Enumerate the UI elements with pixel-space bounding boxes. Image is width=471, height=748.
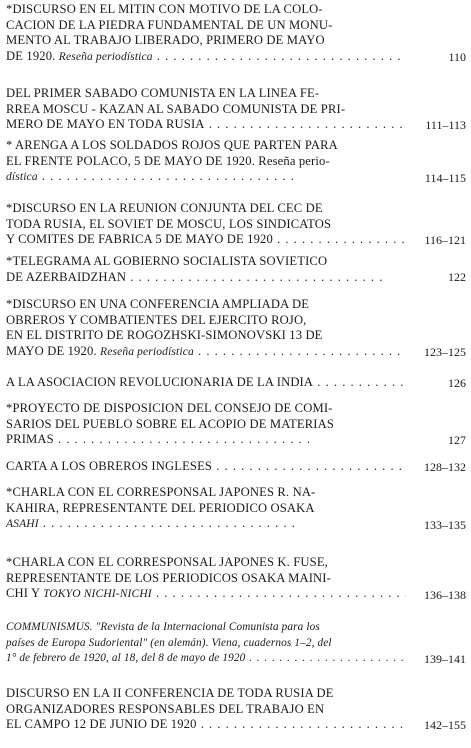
toc-entry: [6, 297, 466, 360]
page-numbers: 136–138: [424, 587, 466, 602]
entry-line: * ARENGA A LOS SOLDADOS ROJOS QUE PARTEN PARA: [6, 138, 338, 152]
page-numbers: 127: [448, 432, 466, 447]
entry-line: *PROYECTO DE DISPOSICION DEL CONSEJO DE COMI-: [6, 401, 333, 415]
entry-line: REPRESENTANTE DE LOS PERIODICOS OSAKA MAINI-: [6, 570, 331, 585]
entry-line: CARTA A LOS OBREROS INGLESES: [6, 459, 213, 473]
entry-line: RREA MOSCU - KAZAN AL SABADO COMUNISTA DE PRI-: [6, 101, 346, 116]
entry-last-line: [6, 651, 406, 667]
dot-leader: [197, 717, 406, 731]
dot-leader: [39, 516, 296, 530]
entry-title: [6, 686, 406, 733]
entry-line: EL FRENTE POLACO, 5 DE MAYO DE 1920. Reseña perio-: [6, 153, 330, 168]
toc-entry: [6, 138, 466, 186]
entry-line: MERO DE MAYO EN TODA RUSIA: [6, 117, 205, 132]
entry-line: DE 1920.: [6, 48, 56, 63]
entry-line: EL CAMPO 12 DE JUNIO DE 1920: [6, 717, 197, 732]
toc-entry: [6, 485, 466, 533]
entry-title: [6, 86, 406, 133]
entry-line: Y COMITES DE FABRICA 5 DE MAYO DE 1920: [6, 232, 273, 247]
entry-italic-note: Reseña periodística: [100, 345, 194, 358]
entry-line: SARIOS DEL PUEBLO SOBRE EL ACOPIO DE MATERIAS: [6, 416, 335, 431]
toc-entry: [6, 620, 466, 667]
entry-line: DISCURSO EN LA II CONFERENCIA DE TODA RUSIA DE: [6, 686, 334, 700]
toc-entry: [6, 2, 466, 65]
entry-title: [6, 401, 406, 448]
entry-last-line: [6, 49, 406, 66]
entry-line: KAHIRA, REPRESENTANTE DEL PERIODICO OSAKA: [6, 500, 315, 515]
entry-title: [6, 620, 406, 667]
toc-entry: [6, 401, 466, 448]
dot-leader: [245, 652, 406, 664]
entry-last-line: [6, 270, 406, 286]
entry-italic-note: ASAHI: [6, 518, 39, 531]
entry-line: CACION DE LA PIEDRA FUNDAMENTAL DE UN MONU-: [6, 17, 333, 32]
dot-leader: [205, 117, 406, 131]
entry-line: *CHARLA CON EL CORRESPONSAL JAPONES K. FUSE,: [6, 555, 328, 569]
entry-line: ORGANIZADORES RESPONSABLES DEL TRABAJO EN: [6, 701, 325, 716]
entry-line: DEL PRIMER SABADO COMUNISTA EN LA LINEA FE-: [6, 86, 320, 100]
entry-last-line: [6, 432, 406, 448]
entry-title: [6, 459, 406, 475]
toc-entry: [6, 201, 466, 248]
entry-last-line: [6, 232, 406, 248]
entry-title: [6, 138, 406, 186]
page-numbers: 133–135: [424, 517, 466, 532]
page-numbers: 114–115: [424, 170, 466, 185]
dot-leader: [153, 49, 406, 63]
entry-line: *DISCURSO EN UNA CONFERENCIA AMPLIADA DE: [6, 297, 310, 311]
entry-last-line: [6, 586, 406, 603]
entry-line: TODA RUSIA, EL SOVIET DE MOSCU, LOS SINDICATOS: [6, 216, 332, 231]
entry-line: *DISCURSO EN LA REUNION CONJUNTA DEL CEC DE: [6, 201, 323, 215]
entry-last-line: [6, 117, 406, 133]
entry-line: COMMUNISMUS. "Revista de la Internacional Comunista para los: [6, 621, 320, 633]
page-numbers: 116–121: [424, 232, 466, 247]
entry-italic-note: dística: [6, 171, 38, 184]
entry-line: *DISCURSO EN EL MITIN CON MOTIVO DE LA COLO-: [6, 2, 323, 16]
entry-line: DE AZERBAIDZHAN: [6, 269, 127, 284]
entry-line: MAYO DE 1920.: [6, 343, 97, 358]
dot-leader: [38, 169, 295, 183]
page-numbers: 142–155: [424, 717, 466, 732]
entry-line: 1° de febrero de 1920, al 18, del 8 de mayo de 1920: [6, 652, 246, 665]
toc-entry: [6, 555, 466, 603]
dot-leader: [212, 459, 406, 473]
entry-line: MENTO AL TRABAJO LIBERADO, PRIMERO DE MAYO: [6, 33, 325, 48]
toc-entry: [6, 86, 466, 133]
page-numbers: 122: [448, 270, 466, 285]
entry-title: [6, 201, 406, 248]
entry-title: [6, 254, 406, 285]
toc-entry: [6, 254, 466, 285]
page-numbers: 111–113: [425, 117, 466, 132]
dot-leader: [194, 344, 406, 358]
entry-line: A LA ASOCIACION REVOLUCIONARIA DE LA INDIA: [6, 375, 314, 389]
entry-line: *TELEGRAMA AL GOBIERNO SOCIALISTA SOVIETICO: [6, 254, 328, 268]
page-numbers: 110: [448, 50, 466, 65]
entry-title: [6, 555, 406, 603]
entry-line: EN EL DISTRITO DE ROGOZHSKI-SIMONOVSKI 13 DE: [6, 328, 323, 343]
page-numbers: 139–141: [424, 651, 466, 666]
entry-title: [6, 375, 406, 391]
dot-leader: [313, 375, 406, 389]
entry-title: [6, 297, 406, 360]
entry-last-line: [6, 169, 406, 186]
entry-line: países de Europa Sudoriental" (en alemán). Viena, cuadernos 1–2, del: [6, 636, 332, 649]
entry-last-line: [6, 459, 406, 475]
dot-leader: [273, 232, 406, 246]
entry-italic-note: Reseña periodística: [58, 50, 153, 63]
page-numbers: 128–132: [424, 459, 466, 474]
entry-last-line: [6, 375, 406, 391]
entry-last-line: [6, 516, 406, 533]
entry-line: PRIMAS: [6, 432, 54, 447]
toc-entry: [6, 686, 466, 733]
dot-leader: [126, 270, 383, 284]
entry-title: [6, 485, 406, 533]
entry-title: [6, 2, 406, 65]
dot-leader: [54, 432, 311, 446]
page-numbers: 123–125: [424, 345, 466, 360]
toc-entry: [6, 375, 466, 391]
toc-entry: [6, 459, 466, 475]
entry-last-line: [6, 344, 406, 361]
entry-last-line: [6, 717, 406, 733]
page-numbers: 126: [448, 375, 466, 390]
entry-line: *CHARLA CON EL CORRESPONSAL JAPONES R. NA-: [6, 485, 316, 499]
dot-leader: [152, 586, 406, 600]
entry-italic-note: TOKYO NICHI-NICHI: [43, 588, 152, 601]
entry-line: OBREROS Y COMBATIENTES DEL EJERCITO ROJO,: [6, 312, 307, 327]
entry-line: CHI Y: [6, 586, 40, 601]
